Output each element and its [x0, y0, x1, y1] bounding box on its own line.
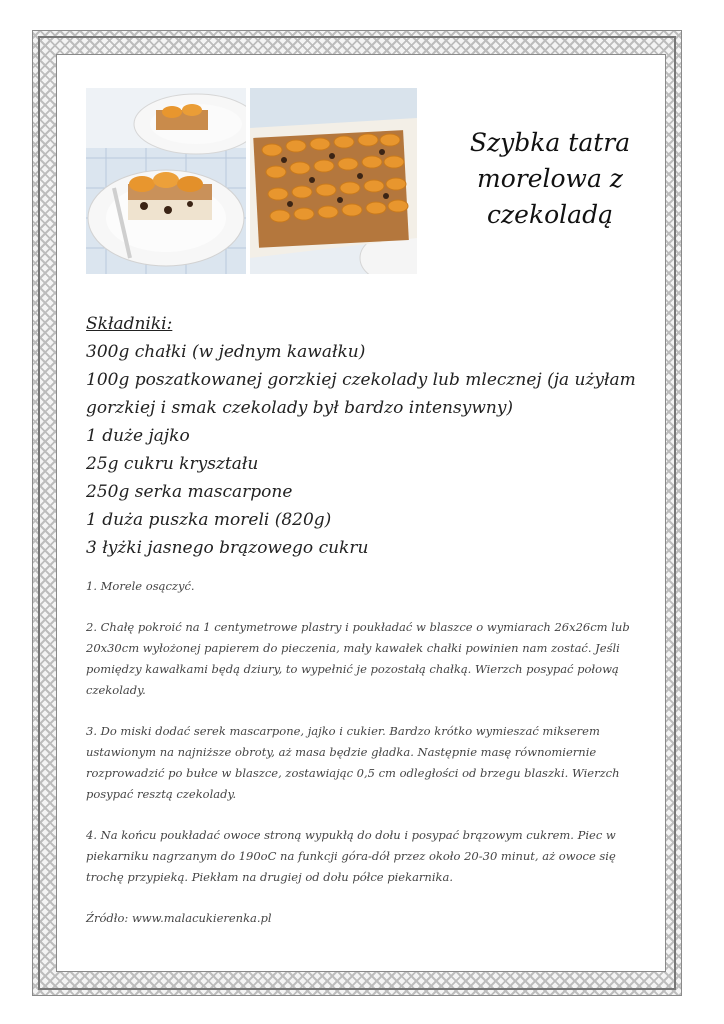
- ingredient-item: 100g poszatkowanej gorzkiej czekolady lub mlecznej (ja użyłam gorzkiej i smak czekolady był bardzo intensywny): [86, 370, 636, 418]
- recipe-title: Szybka tatra morelowa z czekoladą: [469, 128, 631, 229]
- instruction-step: 4. Na końcu poukładać owoce stroną wypukłą do dołu i posypać brązowym cukrem. Piec w piekarniku nagrzanym do 190oC na funkcji góra-dół przez około 20-30 minut, aż owoce się trochę przypieką. Piekłam na drugiej od dołu półce piekarnika.: [86, 828, 616, 884]
- photo-tart-pan: [250, 88, 417, 274]
- ingredient-item: 25g cukru kryształu: [86, 454, 259, 474]
- instruction-step: 1. Morele osączyć.: [86, 579, 195, 593]
- tart-pan-illustration: [250, 88, 417, 274]
- photo-tart-slice: [86, 88, 246, 274]
- tart-slice-illustration: [86, 88, 246, 274]
- source-credit: Źródło: www.malacukierenka.pl: [86, 911, 272, 925]
- ingredients-section: [86, 310, 646, 562]
- ingredient-item: 250g serka mascarpone: [86, 482, 293, 502]
- ingredients-heading: Składniki:: [86, 314, 173, 334]
- instruction-step: 2. Chałę pokroić na 1 centymetrowe plastry i poukładać w blaszce o wymiarach 26x26cm lub 20x30cm wyłożonej papierem do pieczenia, mały kawałek chałki powinien nam zostać. Jeśli pomiędzy kawałkami będą dziury, to wypełnić je pozostałą chałką. Wierzch posypać połową czekolady.: [86, 620, 630, 697]
- ingredient-item: 3 łyżki jasnego brązowego cukru: [86, 538, 369, 558]
- ingredient-item: 1 duża puszka moreli (820g): [86, 510, 332, 530]
- ingredient-item: 1 duże jajko: [86, 426, 190, 446]
- instruction-step: 3. Do miski dodać serek mascarpone, jajko i cukier. Bardzo krótko wymieszać mikserem ustawionym na najniższe obroty, aż masa będzie gładka. Następnie masę równomiernie rozprowadzić po bułce w blaszce, zostawiając 0,5 cm odległości od brzegu blaszki. Wierzch posypać resztą czekolady.: [86, 724, 620, 801]
- instructions-section: [86, 576, 646, 929]
- ingredient-item: 300g chałki (w jednym kawałku): [86, 342, 366, 362]
